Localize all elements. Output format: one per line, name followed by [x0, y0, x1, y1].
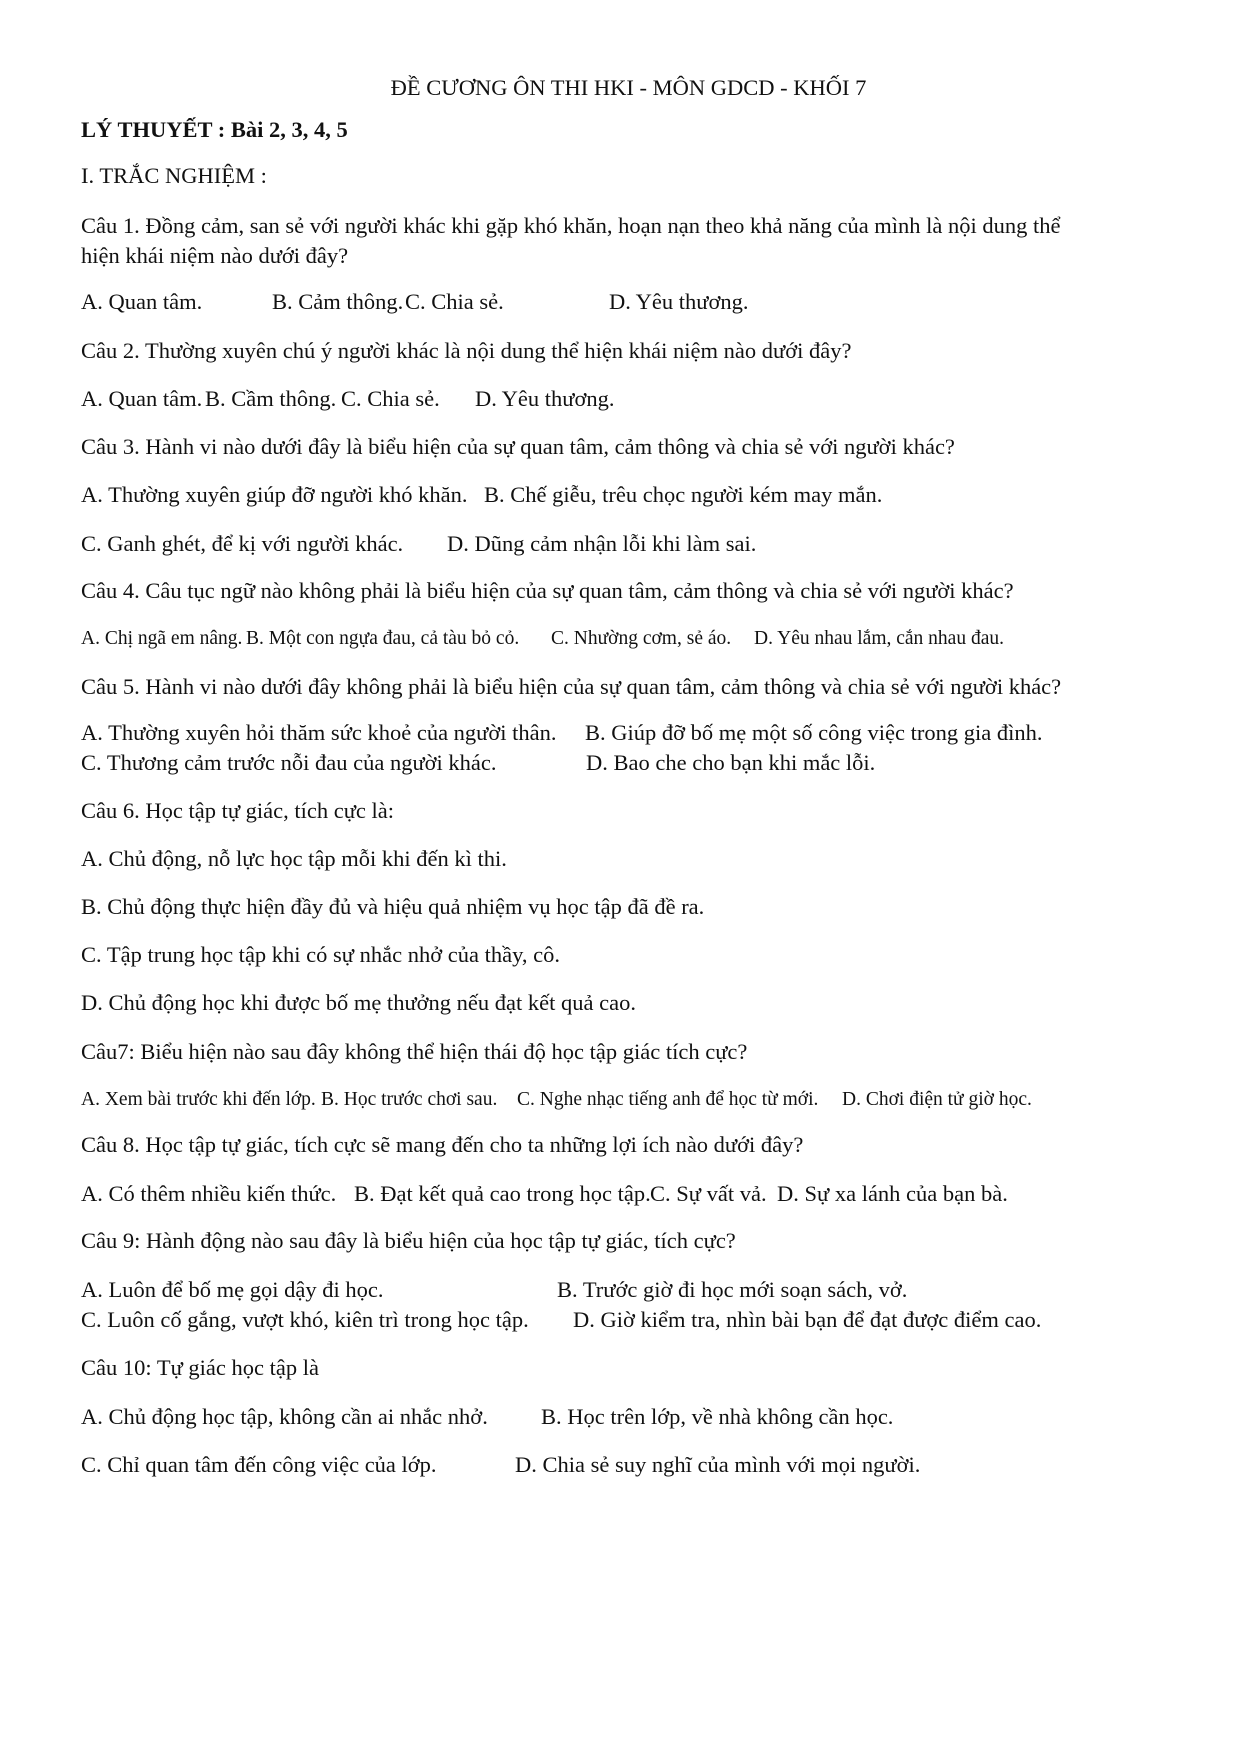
question-2-option-a: A. Quan tâm. — [81, 386, 203, 411]
question-4-option-a: A. Chị ngã em nâng. — [81, 628, 243, 649]
question-8-option-c: C. Sự vất vả. — [650, 1181, 767, 1206]
question-1-option-a: A. Quan tâm. — [81, 289, 203, 314]
question-10-text: Câu 10: Tự giác học tập là — [81, 1355, 319, 1380]
question-6-option-d: D. Chủ động học khi được bố mẹ thưởng nếu đạt kết quả cao. — [81, 990, 636, 1015]
question-10-option-c: C. Chỉ quan tâm đến công việc của lớp. — [81, 1452, 437, 1477]
question-10-option-b: B. Học trên lớp, về nhà không cần học. — [541, 1404, 894, 1429]
question-7-option-c: C. Nghe nhạc tiếng anh để học từ mới. — [517, 1089, 819, 1110]
question-9-option-b: B. Trước giờ đi học mới soạn sách, vở. — [557, 1277, 908, 1302]
question-9-option-d: D. Giờ kiểm tra, nhìn bài bạn để đạt được điểm cao. — [573, 1307, 1042, 1332]
document-title: ĐỀ CƯƠNG ÔN THI HKI - MÔN GDCD - KHỐI 7 — [390, 75, 867, 100]
question-8-option-a: A. Có thêm nhiều kiến thức. — [81, 1181, 337, 1206]
section-heading: I. TRẮC NGHIỆM : — [81, 163, 267, 188]
question-2-text: Câu 2. Thường xuyên chú ý người khác là nội dung thể hiện khái niệm nào dưới đây? — [81, 338, 852, 363]
question-1-text-line1: Câu 1. Đồng cảm, san sẻ với người khác khi gặp khó khăn, hoạn nạn theo khả năng của mình là nội dung thể — [81, 213, 1061, 238]
question-1-text-line2: hiện khái niệm nào dưới đây? — [81, 243, 349, 268]
question-9-option-a: A. Luôn để bố mẹ gọi dậy đi học. — [81, 1277, 384, 1302]
question-9-text: Câu 9: Hành động nào sau đây là biểu hiện của học tập tự giác, tích cực? — [81, 1228, 736, 1253]
question-5-option-a: A. Thường xuyên hỏi thăm sức khoẻ của người thân. — [81, 720, 557, 745]
question-8-option-d: D. Sự xa lánh của bạn bà. — [777, 1181, 1008, 1206]
question-10-option-a: A. Chủ động học tập, không cần ai nhắc nhở. — [81, 1404, 488, 1429]
question-3-option-c: C. Ganh ghét, để kị với người khác. — [81, 531, 404, 556]
question-7-option-a: A. Xem bài trước khi đến lớp. — [81, 1089, 316, 1110]
question-8-option-b: B. Đạt kết quả cao trong học tập. — [354, 1181, 651, 1206]
question-3-option-a: A. Thường xuyên giúp đỡ người khó khăn. — [81, 482, 468, 507]
question-1-option-b: B. Cảm thông. — [272, 289, 404, 314]
question-9-option-c: C. Luôn cố gắng, vượt khó, kiên trì trong học tập. — [81, 1307, 529, 1332]
question-6-option-b: B. Chủ động thực hiện đầy đủ và hiệu quả nhiệm vụ học tập đã đề ra. — [81, 894, 705, 919]
question-1-option-c: C. Chia sẻ. — [405, 289, 504, 314]
question-6-option-a: A. Chủ động, nỗ lực học tập mỗi khi đến kì thi. — [81, 846, 507, 871]
question-4-option-b: B. Một con ngựa đau, cả tàu bỏ cỏ. — [246, 628, 520, 649]
question-2-option-d: D. Yêu thương. — [475, 386, 615, 411]
question-4-option-c: C. Nhường cơm, sẻ áo. — [551, 628, 732, 649]
question-5-option-b: B. Giúp đỡ bố mẹ một số công việc trong gia đình. — [585, 720, 1043, 745]
question-5-option-d: D. Bao che cho bạn khi mắc lỗi. — [586, 750, 876, 775]
question-4-text: Câu 4. Câu tục ngữ nào không phải là biểu hiện của sự quan tâm, cảm thông và chia sẻ với người khác? — [81, 578, 1014, 603]
question-6-option-c: C. Tập trung học tập khi có sự nhắc nhở của thầy, cô. — [81, 942, 560, 967]
question-6-text: Câu 6. Học tập tự giác, tích cực là: — [81, 798, 395, 823]
question-5-option-c: C. Thương cảm trước nỗi đau của người khác. — [81, 750, 497, 775]
question-3-text: Câu 3. Hành vi nào dưới đây là biểu hiện của sự quan tâm, cảm thông và chia sẻ với người khác? — [81, 434, 955, 459]
question-8-text: Câu 8. Học tập tự giác, tích cực sẽ mang đến cho ta những lợi ích nào dưới đây? — [81, 1132, 804, 1157]
question-3-option-b: B. Chế giễu, trêu chọc người kém may mắn. — [484, 482, 883, 507]
question-4-option-d: D. Yêu nhau lắm, cắn nhau đau. — [754, 628, 1004, 649]
question-3-option-d: D. Dũng cảm nhận lỗi khi làm sai. — [447, 531, 757, 556]
question-7-text: Câu7: Biểu hiện nào sau đây không thể hiện thái độ học tập giác tích cực? — [81, 1039, 748, 1064]
question-2-option-c: C. Chia sẻ. — [341, 386, 440, 411]
theory-heading: LÝ THUYẾT : Bài 2, 3, 4, 5 — [81, 117, 348, 142]
question-2-option-b: B. Cầm thông. — [205, 386, 337, 411]
question-1-option-d: D. Yêu thương. — [609, 289, 749, 314]
question-7-option-d: D. Chơi điện tử giờ học. — [842, 1089, 1032, 1110]
question-7-option-b: B. Học trước chơi sau. — [321, 1089, 498, 1110]
question-10-option-d: D. Chia sẻ suy nghĩ của mình với mọi người. — [515, 1452, 921, 1477]
question-5-text: Câu 5. Hành vi nào dưới đây không phải là biểu hiện của sự quan tâm, cảm thông và chia sẻ với người khác? — [81, 674, 1062, 699]
